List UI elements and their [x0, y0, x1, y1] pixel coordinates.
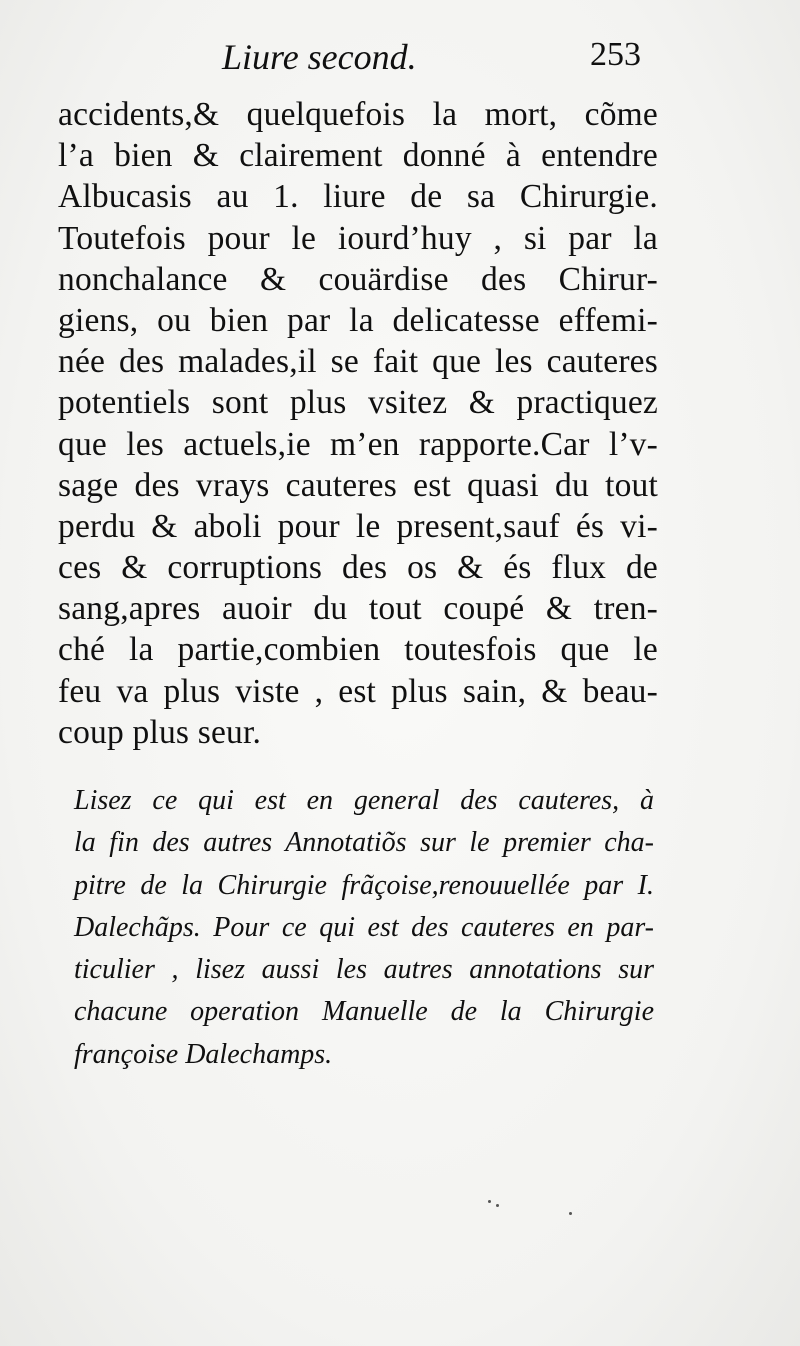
annotation-line: ticulier , lisez aussi les autres annotations sur: [74, 954, 654, 986]
text-line: ces & corruptions des os & és flux de: [58, 549, 658, 587]
text-line: que les actuels,ie m’en rapporte.Car l’v-: [58, 425, 658, 463]
text-line: sang,apres auoir du tout coupé & tren-: [58, 590, 658, 628]
text-line: sage des vrays cauteres est quasi du tout: [58, 466, 658, 504]
text-line: perdu & aboli pour le present,sauf és vi-: [58, 507, 658, 545]
text-line: nonchalance & couärdise des Chirur-: [58, 260, 658, 298]
page-number: 253: [590, 36, 641, 73]
text-line: accidents,& quelquefois la mort, cõme: [58, 96, 658, 133]
annotation-line: pitre de la Chirurgie frãçoise,renouuellée par I.: [74, 869, 654, 901]
text-line: potentiels sont plus vsitez & practiquez: [58, 384, 658, 422]
annotation-line: Dalechãps. Pour ce qui est des cauteres en par-: [74, 911, 654, 943]
text-line: feu va plus viste , est plus sain, & beau-: [58, 672, 658, 710]
text-line: ché la partie,combien toutesfois que le: [58, 631, 658, 669]
main-paragraph: [58, 94, 658, 753]
ink-speck: [496, 1204, 499, 1207]
annotation-line: Lisez ce qui est en general des cauteres, à: [74, 785, 654, 816]
page-header: [0, 32, 800, 82]
text-line: Albucasis au 1. liure de sa Chirurgie.: [58, 178, 658, 216]
text-line: l’a bien & clairement donné à entendre: [58, 137, 658, 175]
ink-speck: [488, 1200, 491, 1203]
annotation-line: chacune operation Manuelle de la Chirurgie: [74, 996, 654, 1028]
ink-speck: [569, 1212, 572, 1215]
annotation-line: françoise Dalechamps.: [74, 1038, 333, 1070]
text-line: coup plus seur.: [58, 713, 262, 751]
text-line: née des malades,il se fait que les cauteres: [58, 343, 658, 381]
text-line: giens, ou bien par la delicatesse effemi-: [58, 301, 658, 339]
running-title: Liure second.: [222, 37, 417, 77]
text-line: Toutefois pour le iourd’huy , si par la: [58, 219, 658, 257]
annotation-note: [74, 780, 654, 1076]
annotation-line: la fin des autres Annotatiõs sur le premier cha-: [74, 827, 654, 859]
